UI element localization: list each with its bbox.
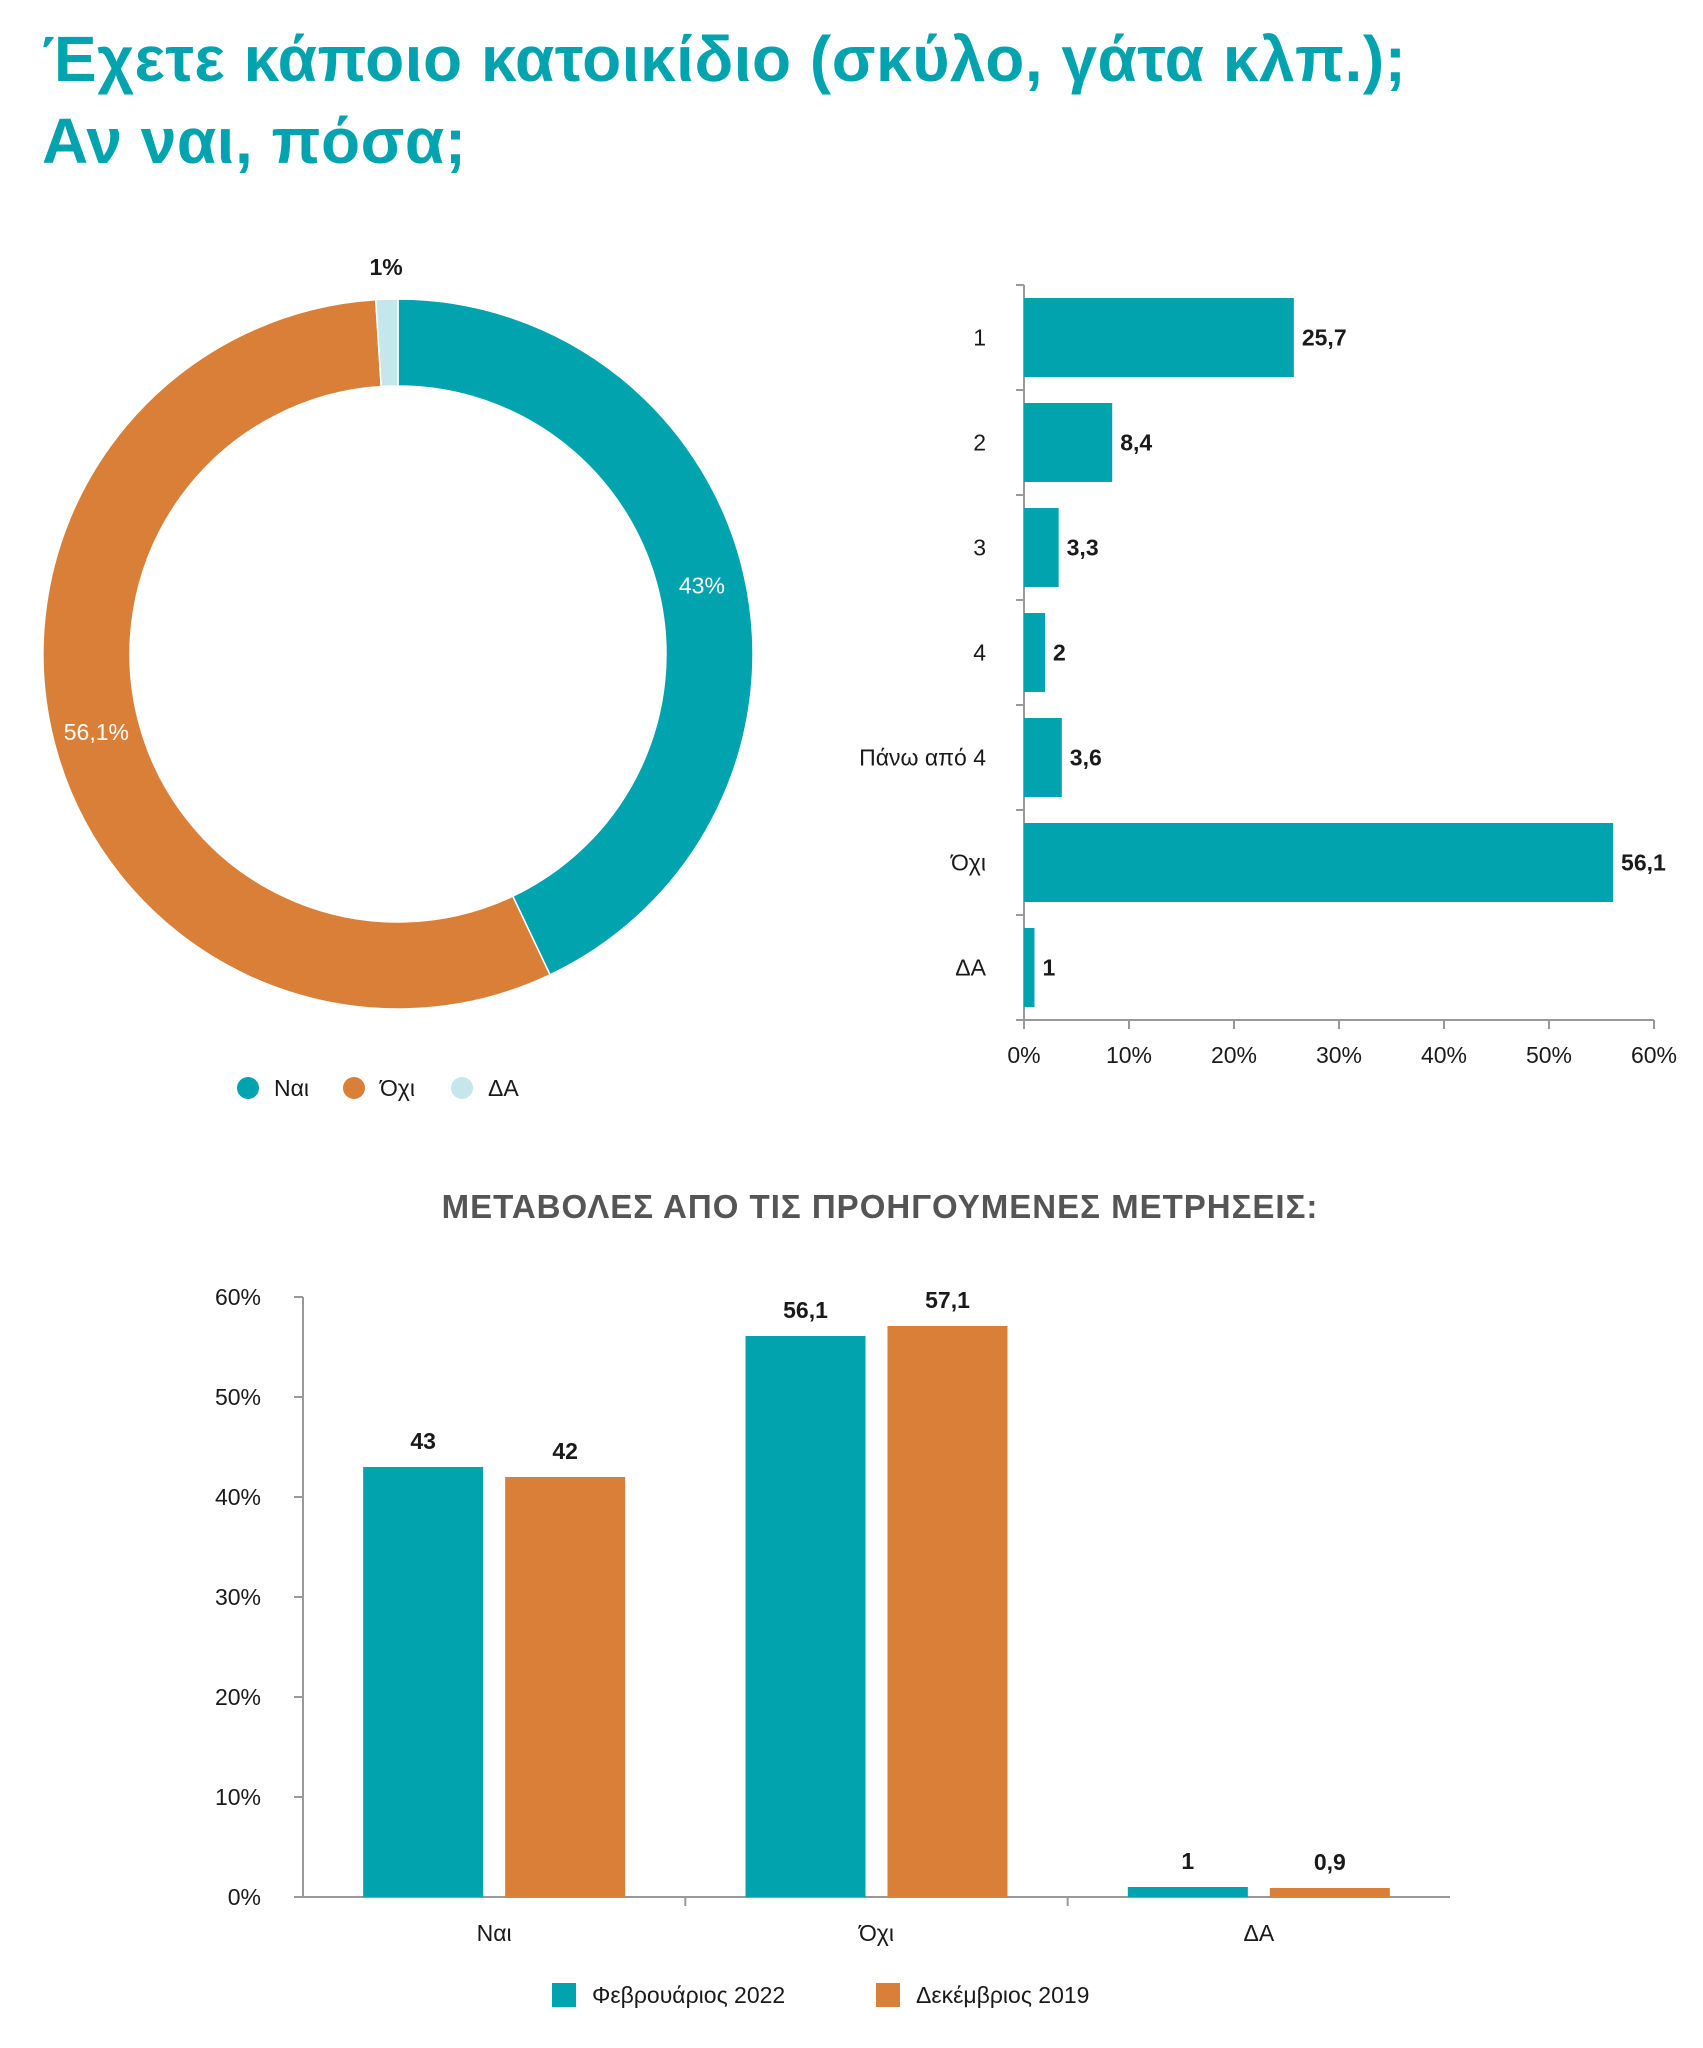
legend-label-δα: ΔΑ: [488, 1075, 519, 1101]
cmp-legend-label: Φεβρουάριος 2022: [592, 1982, 786, 2008]
hbar-value-label: 2: [1053, 639, 1066, 666]
hbar-x-tick-label: 60%: [1630, 1042, 1678, 1068]
cmp-legend-marker-2: [876, 1983, 900, 2007]
hbar-x-tick-label: 40%: [1420, 1042, 1468, 1068]
cmp-bar-δα-series-2: [1270, 1888, 1390, 1897]
hbar-category-label: 2: [973, 429, 986, 456]
hbar-category-label: 3: [973, 534, 986, 561]
donut-label-ναι: 43%: [678, 572, 725, 599]
cmp-value-label: 0,9: [1313, 1849, 1346, 1875]
hbar-x-tick-label: 20%: [1210, 1042, 1258, 1068]
cmp-legend-marker-1: [552, 1983, 576, 2007]
cmp-y-tick-label: 0%: [227, 1884, 261, 1910]
cmp-y-tick-label: 10%: [214, 1784, 261, 1810]
hbar-value-label: 3,3: [1066, 534, 1099, 561]
cmp-bar-ναι-series-1: [363, 1467, 483, 1897]
hbar-value-label: 3,6: [1069, 744, 1102, 771]
donut-label-όχι: 56,1%: [63, 718, 129, 745]
cmp-bar-ναι-series-2: [505, 1477, 625, 1897]
hbar-category-label: 1: [973, 324, 986, 351]
hbar-category-label: Πάνω από 4: [859, 744, 986, 771]
legend-label-όχι: Όχι: [380, 1075, 415, 1101]
comparison-chart-title: ΜΕΤΑΒΟΛΕΣ ΑΠΟ ΤΙΣ ΠΡΟΗΓΟΥΜΕΝΕΣ ΜΕΤΡΗΣΕΙΣ:: [441, 1188, 1319, 1225]
cmp-y-tick-label: 40%: [214, 1484, 261, 1510]
hbar-value-label: 1: [1042, 954, 1056, 981]
cmp-y-tick-label: 30%: [214, 1584, 261, 1610]
cmp-bar-όχι-series-1: [746, 1336, 866, 1897]
cmp-category-label: Ναι: [476, 1920, 512, 1946]
cmp-category-label: Όχι: [859, 1920, 894, 1946]
cmp-value-label: 56,1: [783, 1297, 828, 1323]
donut-label-δα: 1%: [369, 254, 403, 281]
cmp-value-label: 1: [1181, 1848, 1195, 1874]
page-title-line-1: Έχετε κάποιο κατοικίδιο (σκύλο, γάτα κλπ.);: [42, 23, 1407, 95]
hbar-category-label: 4: [973, 639, 986, 666]
page-title-line-2: Αν ναι, πόσα;: [42, 105, 467, 177]
cmp-legend-label: Δεκέμβριος 2019: [916, 1982, 1090, 2008]
cmp-y-tick-label: 60%: [214, 1284, 261, 1310]
hbar-x-tick-label: 10%: [1105, 1042, 1153, 1068]
cmp-category-label: ΔΑ: [1243, 1920, 1275, 1946]
cmp-y-tick-label: 50%: [214, 1384, 261, 1410]
cmp-value-label: 42: [552, 1438, 578, 1464]
hbar-x-tick-label: 50%: [1525, 1042, 1573, 1068]
hbar-value-label: 25,7: [1301, 324, 1347, 351]
hbar-x-tick-label: 30%: [1315, 1042, 1363, 1068]
cmp-value-label: 57,1: [925, 1287, 970, 1313]
cmp-y-tick-label: 20%: [214, 1684, 261, 1710]
legend-label-ναι: Ναι: [274, 1075, 310, 1101]
cmp-bar-δα-series-1: [1128, 1887, 1248, 1897]
cmp-value-label: 43: [410, 1428, 436, 1454]
hbar-category-label: ΔΑ: [955, 954, 986, 981]
hbar-value-label: 8,4: [1120, 429, 1153, 456]
hbar-category-label: Όχι: [951, 849, 986, 876]
hbar-x-tick-label: 0%: [1007, 1042, 1041, 1068]
cmp-bar-όχι-series-2: [888, 1326, 1008, 1897]
hbar-value-label: 56,1: [1621, 849, 1666, 876]
